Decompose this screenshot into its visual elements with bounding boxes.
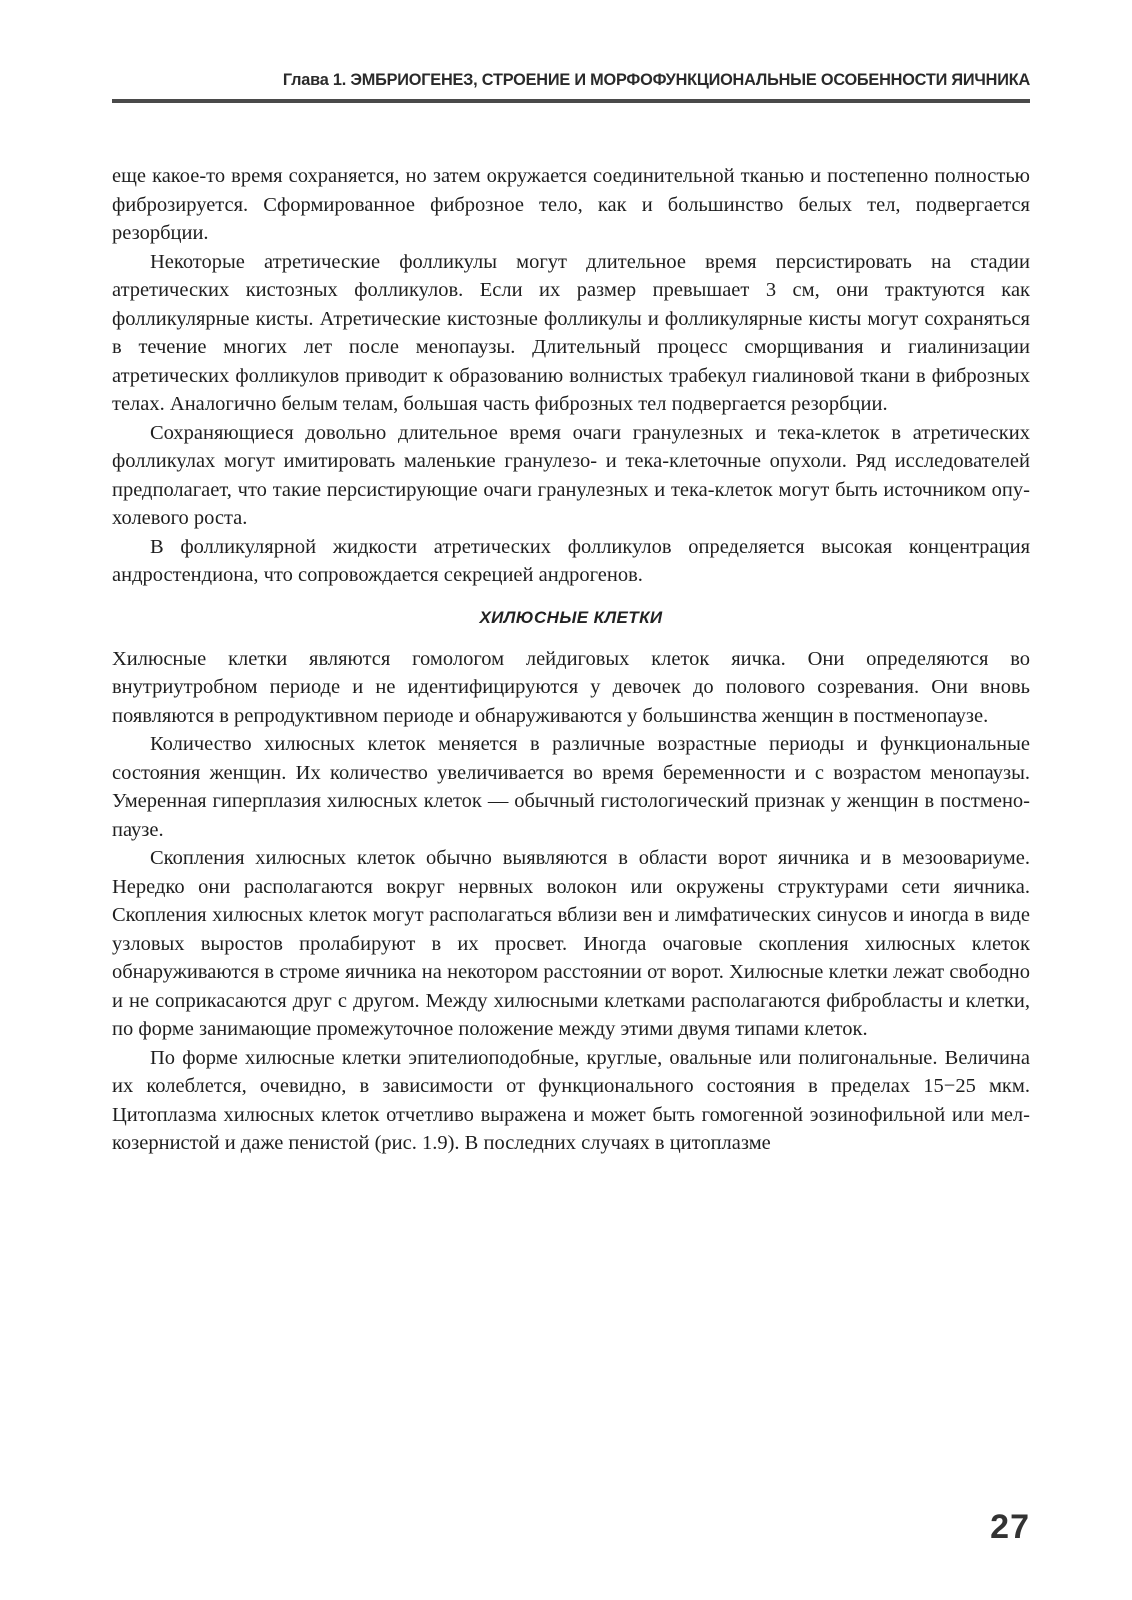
paragraph: Скопления хилюсных клеток обычно выявляются в области ворот яичника и в мезоовариуме. Нередко они располагаются вокруг нервных волокон или окружены структурами сети яичника. Скопления хилюсных клеток могут располагаться вблизи вен и лимфатических синусов и иногда в виде узловых выростов пролабируют в их просвет. Иногда очаговые скопления хилюсных клеток обнаруживаются в строме яичника на некотором расстоянии от ворот. Хилюсные клетки лежат свободно и не соприкасаются друг с другом. Между хилюсными клетками располагаются фибробласты и клетки, по форме занимающие промежуточное положение между этими двумя типами клеток.	[112, 847, 1030, 1040]
paragraph: Количество хилюсных клеток меняется в различные возрастные периоды и функциональные состояния женщин. Их количество увеличивается во время беременности и с возрастом менопаузы. Умеренная гиперплазия хилюсных клеток — обычный гистологический признак у женщин в постменопаузе.	[112, 733, 1030, 841]
section-title: ХИЛЮСНЫЕ КЛЕТКИ	[479, 607, 663, 627]
page-number: 27	[990, 1508, 1030, 1546]
running-head: Глава 1. ЭМБРИОГЕНЕЗ, СТРОЕНИЕ И МОРФОФУНКЦИОНАЛЬНЫЕ ОСОБЕННОСТИ ЯИЧНИКА	[282, 71, 1030, 89]
paragraph: Хилюсные клетки являются гомологом лейдиговых клеток яичка. Они определяются во внутриутробном периоде и не идентифицируются у девочек до полового созревания. Они вновь появляются в репродуктивном периоде и обнаруживаются у большинства женщин в постменопаузе.	[112, 647, 1030, 727]
paragraph: Сохраняющиеся довольно длительное время очаги гранулезных и тека-клеток в атретических фолликулах могут имитировать маленькие гранулезо- и тека-клеточные опухоли. Ряд исследователей предполагает, что такие персистирующие очаги гранулезных и тека-клеток могут быть источником опухолевого роста.	[112, 421, 1030, 529]
paragraph: В фолликулярной жидкости атретических фолликулов определяется высокая концентрация андростендиона, что сопровождается секрецией андрогенов.	[112, 535, 1030, 586]
paragraph: По форме хилюсные клетки эпителиоподобные, круглые, овальные или полигональные. Величина их колеблется, очевидно, в зависимости от функционального состояния в пределах 15−25 мкм. Цитоплазма хилюсных клеток отчетливо выражена и может быть гомогенной эозинофильной или мелкозернистой и даже пенистой (рис. 1.9). В последних случаях в цитоплазме	[112, 1046, 1030, 1154]
header-rule	[112, 99, 1030, 103]
paragraph: Некоторые атретические фолликулы могут длительное время персистировать на стадии атретических кистозных фолликулов. Если их размер превышает 3 см, они трактуются как фолликулярные кисты. Атретические кистозные фолликулы и фолликулярные кисты могут сохраняться в течение многих лет после менопаузы. Длительный процесс сморщивания и гиалинизации атретических фолликулов приводит к образованию волнистых трабекул гиалиновой ткани в фиброзных телах. Аналогично белым телам, большая часть фиброзных тел подвергается резорбции.	[112, 250, 1030, 415]
body-text	[112, 162, 1030, 1158]
paragraph: еще какое-то время сохраняется, но затем окружается соединительной тканью и постепенно полностью фиброзируется. Сформированное фиброзное тело, как и большинство белых тел, подвергается резорбции.	[112, 165, 1030, 244]
